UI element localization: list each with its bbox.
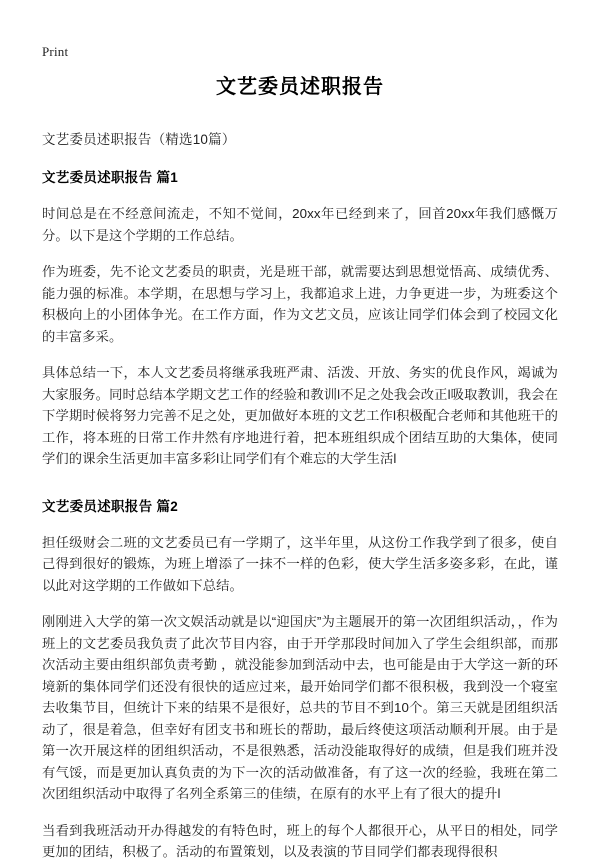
print-label: Print (42, 44, 69, 59)
section-heading-1: 文艺委员述职报告 篇1 (42, 170, 179, 185)
paragraph: 当看到我班活动开办得越发的有特色时，班上的每个人都很开心，从平日的相处，同学更加的团结，积极了。活动的布置策划，以及表演的节目同学们都表现得很积 (42, 822, 558, 859)
document-subtitle: 文艺委员述职报告（精选10篇） (42, 132, 236, 147)
paragraph: 时间总是在不经意间流走，不知不觉间，20xx年已经到来了，回首20xx年我们感慨万分。以下是这个学期的工作总结。 (42, 206, 558, 243)
paragraph: 担任级财会二班的文艺委员已有一学期了，这半年里，从这份工作我学到了很多，使自己得到很好的锻炼，为班上增添了一抹不一样的色彩，使大学生活多姿多彩，在此，谨以此对这学期的工作做如下总结。 (42, 534, 558, 593)
page-title: 文艺委员述职报告 (216, 76, 384, 98)
section-heading-2: 文艺委员述职报告 篇2 (42, 498, 179, 514)
paragraph: 具体总结一下，本人文艺委员将继承我班严肃、活泼、开放、务实的优良作风，竭诚为大家服务。同时总结本学期文艺工作的经验和教训l不足之处我会改正l吸取教训，我会在下学期时候将努力完善不足之处，更加做好本班的文艺工作l积极配合老师和其他班干的工作，将本班的日常工作井然有序地进行着，把本班组织成个团结互助的大集体，使同学们的课余生活更加丰富多彩l让同学们有个难忘的大学生活l (42, 365, 558, 466)
paragraph: 作为班委，先不论文艺委员的职责，光是班干部，就需要达到思想觉悟高、成绩优秀、能力强的标准。本学期，在思想与学习上，我都追求上进，力争更进一步，为班委这个积极向上的小团体争光。在工作方面，作为文艺文员，应该让同学们体会到了校园文化的丰富多采。 (42, 264, 558, 344)
document-content (42, 74, 558, 863)
paragraph: 刚刚进入大学的第一次文娱活动就是以“迎国庆”为主题展开的第一次团组织活动，，作为班上的文艺委员我负责了此次节目内容，由于开学那段时间加入了学生会组织部，而那次活动主要由组织部负责考勤 ，就没能参加到活动中去，也可能是由于大学这一新的环境新的集体同学们还没有很快的适应过来，最开始同学们都不很积极，我到没一个寝室去收集节目，但统计下来的结果不是很好，总共的节目不到10个。第三天就是团组织活动了，很是着急，但幸好有团支书和班长的帮助，最后终使这项活动顺利开展。由于是第一次开展这样的团组织活动，不是很熟悉，活动没能取得好的成绩，但是我们班并没有气馁，而是更加认真负责的为下一次的活动做准备，有了这一次的经验，我班在第二次团组织活动中取得了名列全系第三的佳绩，在原有的水平上有了很大的提升l (42, 614, 558, 801)
section-spacer (42, 485, 558, 497)
